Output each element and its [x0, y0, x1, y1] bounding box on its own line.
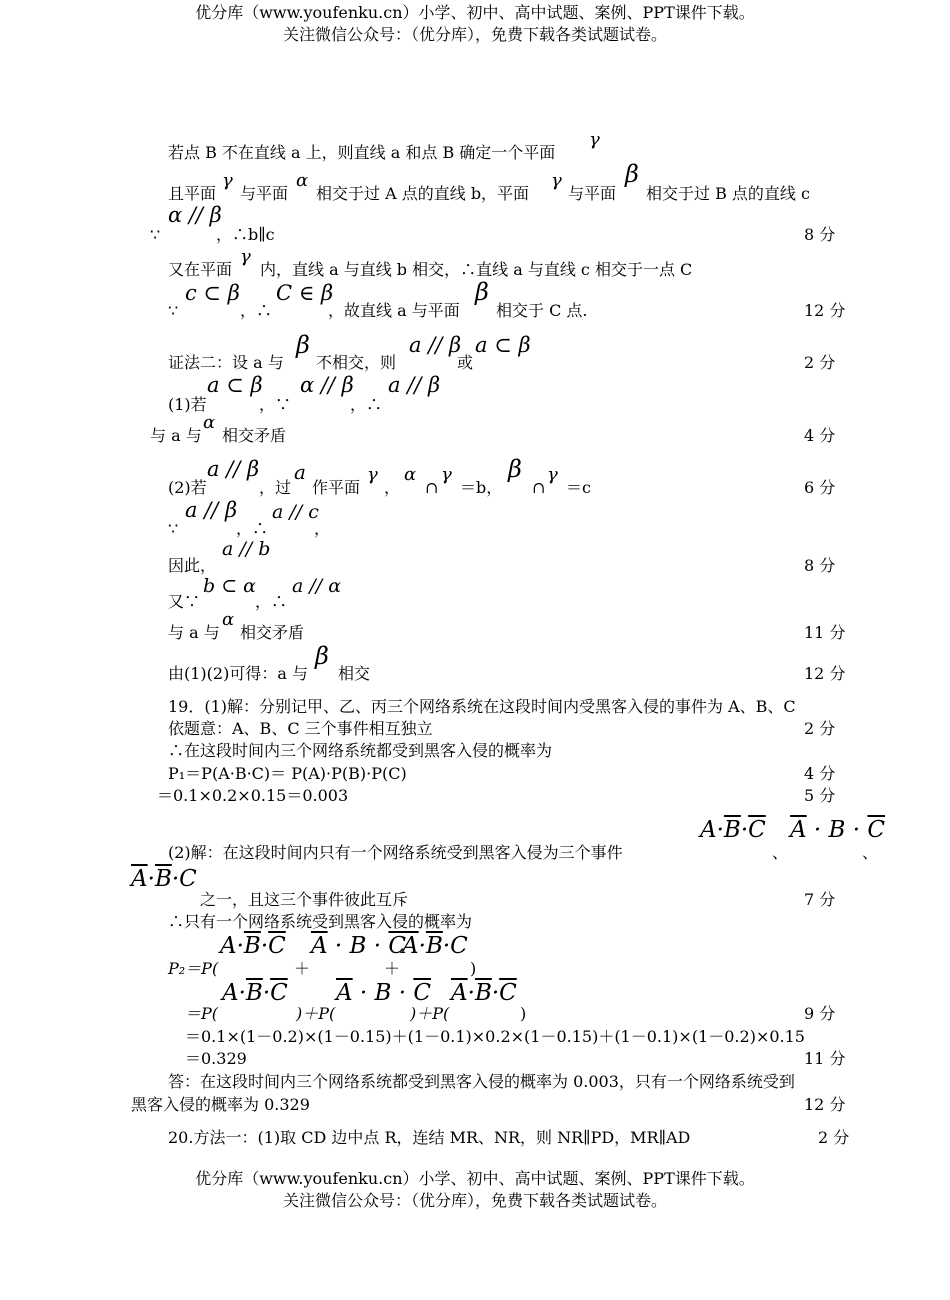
score: 12 分 [804, 1095, 846, 1114]
text-line: 或 [457, 353, 474, 372]
text-line: 与平面 [568, 184, 617, 203]
score: 4 分 [804, 426, 836, 445]
score: 12 分 [804, 301, 846, 320]
gamma-symbol: γ [589, 129, 600, 150]
event-expression: $A\cdot\overline{B}\cdot\overline{C}$ [700, 817, 766, 843]
text-line: P₂＝P( [168, 959, 219, 978]
text-line: ＝c [566, 478, 591, 497]
text-line: ∵ [150, 225, 161, 244]
text-line: ∩ [425, 478, 439, 497]
text-line: 因此， [168, 556, 217, 575]
text-line: 作平面 [312, 478, 361, 497]
formula: c ⊂ β [185, 281, 240, 305]
event-expression: $A\cdot\overline{B}\cdot\overline{C}$ [220, 933, 286, 959]
formula: a // β [207, 457, 260, 481]
text-line: 20.方法一：(1)取 CD 边中点 R，连结 MR、NR，则 NR∥PD，MR∥AD [168, 1128, 691, 1147]
text-line: ＋ [384, 959, 401, 978]
event-expression: $\overline{A} \cdot B \cdot \overline{C}$ [336, 980, 432, 1006]
text-line: ＝b， [460, 478, 503, 497]
text-line: ＝0.1×(1－0.2)×(1－0.15)＋(1－0.1)×0.2×(1－0.15)＋(1－0.1)×(1－0.2)×0.15 [185, 1027, 805, 1046]
formula: a // b [222, 538, 271, 560]
text-line: ∵ [168, 519, 179, 538]
text-line: ∴在这段时间内三个网络系统都受到黑客入侵的概率为 [168, 741, 553, 760]
event-expression: $A\cdot\overline{B}\cdot\overline{C}$ [222, 980, 288, 1006]
formula: a ⊂ β [207, 373, 263, 397]
text-line: 黑客入侵的概率为 0.329 [131, 1095, 310, 1114]
footer-line-1: 优分库（www.youfenku.cn）小学、初中、高中试题、案例、PPT课件下载。 [195, 1169, 755, 1188]
score: 2 分 [818, 1128, 850, 1147]
text-line: 相交 [338, 664, 371, 683]
text-line: ＝0.329 [185, 1049, 247, 1068]
text-line: 证法二：设 a 与 [168, 353, 284, 372]
header-line-1: 优分库（www.youfenku.cn）小学、初中、高中试题、案例、PPT课件下载。 [195, 3, 755, 22]
text-line: 依题意：A、B、C 三个事件相互独立 [168, 719, 433, 738]
score: 9 分 [804, 1004, 836, 1023]
text-line: )＋P( [296, 1004, 336, 1023]
text-line: 由(1)(2)可得：a 与 [168, 664, 308, 683]
formula: b ⊂ α [203, 575, 256, 597]
text-line: ) [520, 1004, 527, 1023]
text-line: ) [470, 959, 477, 978]
text-line: 相交于 C 点. [496, 301, 588, 320]
page-footer [0, 1168, 950, 1212]
text-line: P₁＝P(A·B·C)＝ P(A)·P(B)·P(C) [168, 764, 407, 783]
text-line: 、 [862, 843, 879, 862]
header-line-2: 关注微信公众号：（优分库），免费下载各类试题试卷。 [282, 25, 667, 44]
score: 8 分 [804, 556, 836, 575]
text-line: ，过 [259, 478, 292, 497]
text-line: ，∴ [240, 301, 273, 320]
text-line: ＝0.1×0.2×0.15＝0.003 [157, 786, 349, 805]
text-line: (2)若 [168, 478, 207, 497]
score: 4 分 [804, 764, 836, 783]
formula: α // β [300, 373, 354, 397]
formula: a // β [409, 333, 462, 357]
text-line: ∵ [168, 301, 179, 320]
text-line: ，∴b∥c [216, 225, 275, 244]
gamma-symbol: γ [551, 170, 562, 191]
text-line: 相交于过 A 点的直线 b，平面 [316, 184, 530, 203]
event-expression: $\overline{A}\cdot\overline{B}\cdot\overline{C}$ [451, 980, 517, 1006]
text-line: ，∴ [236, 519, 269, 538]
text-line: ，∴ [255, 592, 288, 611]
score: 11 分 [804, 623, 846, 642]
text-line: 相交矛盾 [222, 426, 287, 445]
page-header [0, 2, 950, 46]
formula: α // β [168, 203, 222, 227]
beta-symbol: β [508, 455, 522, 483]
text-line: ， [384, 478, 401, 497]
text-line: ＝P( [185, 1004, 219, 1023]
score: 7 分 [804, 890, 836, 909]
text-line: 内，直线 a 与直线 b 相交，∴直线 a 与直线 c 相交于一点 C [260, 260, 693, 279]
beta-symbol: β [296, 331, 310, 359]
gamma-symbol: γ [547, 464, 558, 485]
formula: a // β [388, 373, 441, 397]
event-expression: $\overline{A}\cdot\overline{B}\cdot C$ [402, 933, 468, 959]
beta-symbol: β [475, 278, 489, 306]
text-line: 19．(1)解：分别记甲、乙、丙三个网络系统在这段时间内受黑客入侵的事件为 A、B、C [168, 697, 796, 716]
score: 12 分 [804, 664, 846, 683]
score: 5 分 [804, 786, 836, 805]
beta-symbol: β [625, 160, 639, 188]
beta-symbol: β [315, 642, 329, 670]
text-line: )＋P( [410, 1004, 450, 1023]
formula: a // α [292, 575, 342, 597]
event-expression: $\overline{A} \cdot B \cdot \overline{C}$ [790, 817, 886, 843]
alpha-symbol: α [296, 170, 309, 191]
alpha-symbol: α [404, 464, 417, 485]
score: 6 分 [804, 478, 836, 497]
gamma-symbol: γ [441, 464, 452, 485]
gamma-symbol: γ [240, 246, 251, 267]
a-symbol: a [294, 460, 306, 484]
formula: a ⊂ β [475, 333, 531, 357]
alpha-symbol: α [203, 412, 216, 433]
event-expression: $\overline{A} \cdot B \cdot \overline{C}$ [311, 933, 407, 959]
text-line: 与 a 与 [150, 426, 202, 445]
text-line: 与平面 [240, 184, 289, 203]
text-line: 又∵ [168, 592, 201, 611]
text-line: 不相交，则 [316, 353, 397, 372]
score: 2 分 [804, 353, 836, 372]
text-line: (2)解：在这段时间内只有一个网络系统受到黑客入侵为三个事件 [168, 843, 623, 862]
text-line: 若点 B 不在直线 a 上，则直线 a 和点 B 确定一个平面 [168, 143, 556, 162]
text-line: ， [314, 519, 331, 538]
text-line: 且平面 [168, 184, 217, 203]
text-line: ∴只有一个网络系统受到黑客入侵的概率为 [168, 912, 473, 931]
formula: C ∈ β [276, 281, 334, 305]
text-line: 相交于过 B 点的直线 c [646, 184, 810, 203]
alpha-symbol: α [222, 609, 235, 630]
text-line: ，∵ [259, 395, 292, 414]
text-line: 又在平面 [168, 260, 233, 279]
text-line: ，∴ [350, 395, 383, 414]
text-line: ∩ [532, 478, 546, 497]
text-line: 、 [772, 843, 789, 862]
score: 8 分 [804, 225, 836, 244]
score: 2 分 [804, 719, 836, 738]
event-expression: $\overline{A}\cdot\overline{B}\cdot C$ [131, 866, 197, 892]
text-line: 答：在这段时间内三个网络系统都受到黑客入侵的概率为 0.003，只有一个网络系统受到 [168, 1072, 795, 1091]
text-line: ，故直线 a 与平面 [328, 301, 460, 320]
text-line: 之一，且这三个事件彼此互斥 [200, 890, 409, 909]
gamma-symbol: γ [367, 464, 378, 485]
text-line: 相交矛盾 [240, 623, 305, 642]
score: 11 分 [804, 1049, 846, 1068]
text-line: ＋ [294, 959, 311, 978]
formula: a // β [185, 498, 238, 522]
footer-line-2: 关注微信公众号：（优分库），免费下载各类试题试卷。 [282, 1191, 667, 1210]
text-line: 与 a 与 [168, 623, 220, 642]
gamma-symbol: γ [222, 170, 233, 191]
formula: a // c [272, 501, 319, 523]
text-line: (1)若 [168, 395, 207, 414]
